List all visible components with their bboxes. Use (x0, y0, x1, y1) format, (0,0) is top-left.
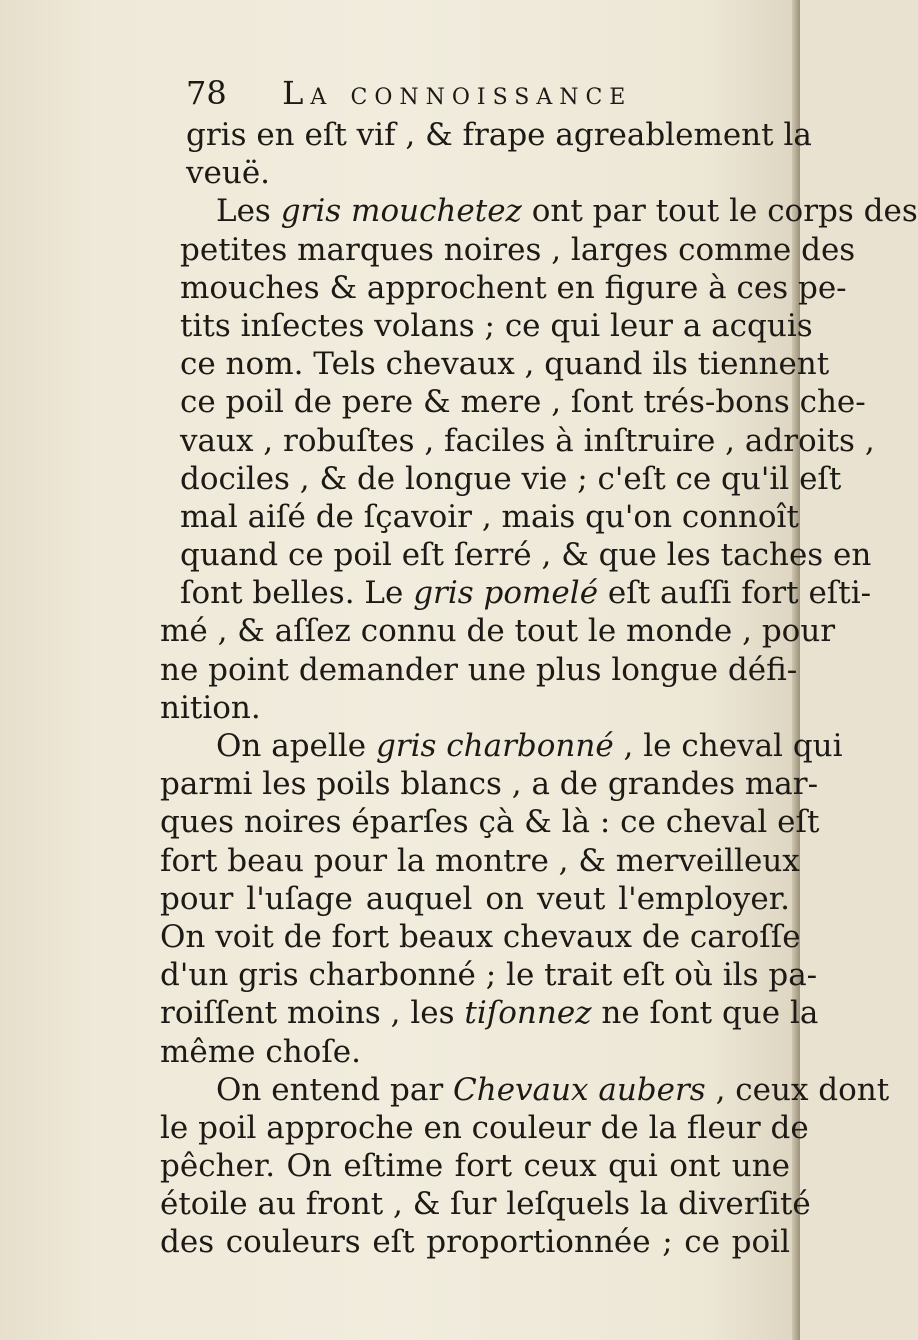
line-text: pour l'uſage auquel on veut l'employer. (160, 880, 790, 917)
line-text: parmi les poils blancs , a de grandes mar- (160, 766, 819, 803)
text-line (160, 231, 856, 269)
text-line (160, 116, 812, 154)
line-text: petites marques noires , larges comme des (180, 231, 856, 268)
text-line (160, 956, 818, 994)
text-line (160, 842, 800, 880)
page-number: 78 (186, 74, 227, 112)
line-text: nition. (160, 689, 261, 726)
text-line (160, 803, 820, 841)
line-text: ques noires éparſes çà & là : ce cheval eſt (160, 804, 820, 841)
line-text: ont par tout le corps des (521, 193, 918, 230)
text-line (160, 269, 847, 307)
text-line (160, 307, 813, 345)
line-text: ne ſont que la (591, 995, 819, 1032)
line-text: quand ce poil eſt ſerré , & que les taches en (180, 537, 872, 574)
line-text: étoile au front , & ſur leſquels la diverſité (160, 1186, 811, 1223)
line-text: même choſe. (160, 1033, 362, 1070)
text-line (160, 994, 819, 1032)
italic-term: gris pomelé (413, 575, 599, 612)
text-line (160, 1109, 809, 1147)
line-text: des couleurs eſt proportionnée ; ce poil (160, 1224, 790, 1261)
line-text: d'un gris charbonné ; le trait eſt où ils pa- (160, 957, 818, 994)
line-text: , le cheval qui (613, 728, 843, 764)
line-text: mouches & approchent en figure à ces pe- (180, 269, 847, 306)
text-line (160, 383, 866, 421)
text-line (160, 1185, 811, 1223)
text-line (160, 1071, 890, 1109)
text-line (160, 612, 836, 650)
text-line (160, 498, 799, 536)
line-text: le poil approche en couleur de la fleur de (160, 1109, 809, 1146)
line-text: dociles , & de longue vie ; c'eſt ce qu'il eſt (180, 460, 842, 497)
line-text: gris en eſt vif , & frape agreablement la (186, 117, 812, 153)
text-line (160, 536, 872, 574)
line-text: tits inſectes volans ; ce qui leur a acquis (180, 307, 813, 344)
running-header (186, 74, 706, 118)
line-text: On apelle (216, 728, 376, 764)
text-line (160, 1147, 790, 1185)
text-line (160, 345, 830, 383)
line-text: roiſſent moins , les (160, 995, 465, 1032)
body-text (160, 116, 918, 1262)
text-line (160, 154, 790, 192)
line-text: vaux , robuſtes , faciles à inſtruire , adroits , (180, 422, 875, 459)
line-text: mal aiſé de ſçavoir , mais qu'on connoît (180, 498, 799, 535)
line-text: , ceux dont (705, 1071, 890, 1108)
line-text: ne point demander une plus longue défi- (160, 651, 798, 688)
italic-term: tiſonnez (464, 995, 592, 1032)
line-text: pêcher. On eſtime fort ceux qui ont une (160, 1148, 790, 1185)
text-line (160, 192, 918, 230)
text-line (160, 651, 798, 689)
text-line (160, 689, 790, 727)
text-line (160, 727, 843, 765)
line-text: On entend par (216, 1071, 454, 1108)
line-text: eſt auſſi fort eſti- (598, 575, 872, 612)
line-text: ce poil de pere & mere , ſont trés-bons che- (180, 384, 866, 421)
text-line (160, 574, 872, 612)
line-text: fort beau pour la montre , & merveilleux (160, 842, 800, 879)
italic-term: gris charbonné (375, 728, 614, 764)
line-text: Les (216, 193, 281, 230)
line-text: veuë. (186, 155, 271, 192)
text-line (160, 880, 790, 918)
line-text: On voit de fort beaux chevaux de caroſſe (160, 918, 801, 955)
line-text: ce nom. Tels chevaux , quand ils tiennent (180, 346, 830, 383)
italic-term: gris mouchetez (280, 193, 522, 230)
text-line (160, 1033, 790, 1071)
text-line (160, 422, 875, 460)
line-text: ſont belles. Le (180, 575, 414, 612)
italic-term: Chevaux aubers (453, 1071, 706, 1108)
text-line (160, 460, 842, 498)
text-line (160, 765, 819, 803)
running-head-title: La connoissance (282, 74, 633, 112)
text-line (160, 1223, 790, 1261)
line-text: mé , & aſſez connu de tout le monde , pour (160, 613, 836, 650)
text-line (160, 918, 801, 956)
